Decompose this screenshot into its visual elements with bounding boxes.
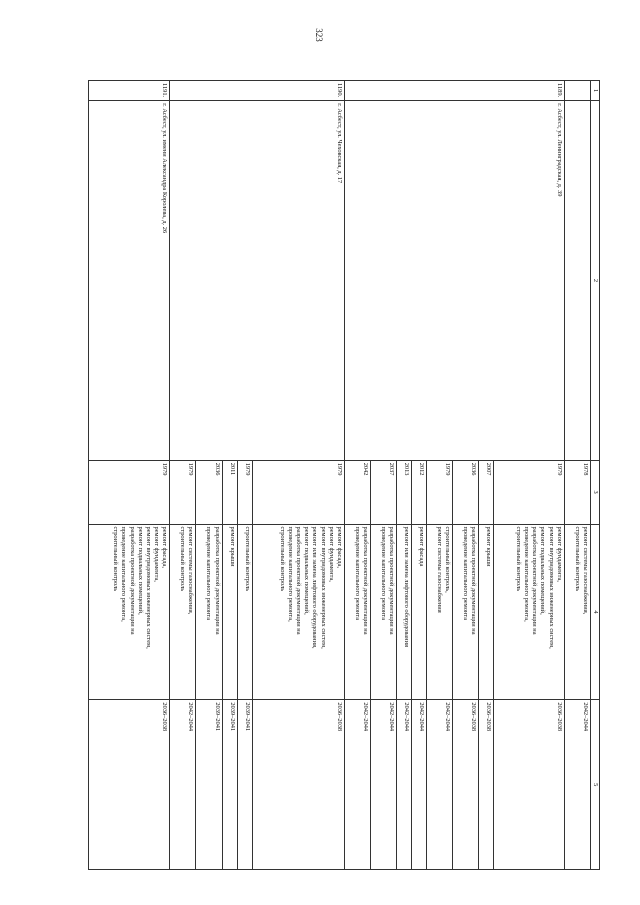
row-number: 1191. xyxy=(89,81,170,101)
work-type-cell xyxy=(170,524,196,700)
year-cell: 1978 xyxy=(564,460,590,524)
work-type-cell xyxy=(344,524,370,700)
header-col-2: 2 xyxy=(590,101,599,460)
work-type-cell xyxy=(222,524,237,700)
work-line: ремонт фасада, xyxy=(161,526,169,568)
work-line: ремонт системы газоснабжения xyxy=(436,526,444,613)
period-cell: 2042–2044 xyxy=(412,700,427,870)
work-line: ремонт подвальных помещений, xyxy=(303,526,311,615)
work-line: ремонт фасада xyxy=(418,526,426,567)
period-cell: 2042–2044 xyxy=(371,700,397,870)
work-line: строительный контроль xyxy=(573,526,581,592)
period-cell: 2039–2041 xyxy=(196,700,222,870)
header-col-3: 3 xyxy=(590,460,599,524)
year-cell: 2012 xyxy=(412,460,427,524)
year-cell: 1979 xyxy=(237,460,252,524)
year-cell: 1979 xyxy=(427,460,453,524)
building-address: г. Асбест, ул. имени Александра Королева, д. 26 xyxy=(89,101,170,460)
year-cell: 2037 xyxy=(371,460,397,524)
work-line: ремонт внутридомовых инженерных систем, xyxy=(547,526,555,649)
period-cell: 2036–2038 xyxy=(494,700,564,870)
page-number: 323 xyxy=(314,28,324,42)
year-cell: 2042 xyxy=(344,460,370,524)
work-type-cell xyxy=(427,524,453,700)
period-cell: 2036–2038 xyxy=(252,700,344,870)
year-cell: 2011 xyxy=(222,460,237,524)
row-number xyxy=(564,81,590,101)
building-address: г. Асбест, ул. Ленинградская, д. 39 xyxy=(344,101,564,460)
work-line: ремонт крыши xyxy=(228,526,236,567)
work-line: проведение капитального ремонта, xyxy=(120,526,128,622)
work-line: ремонт или замена лифтового оборудования, xyxy=(311,526,319,649)
period-cell: 2042–2044 xyxy=(344,700,370,870)
work-line: проведение капитального ремонта, xyxy=(522,526,530,622)
work-line: строительный контроль xyxy=(514,526,522,592)
work-line: строительный контроль xyxy=(179,526,187,592)
year-cell: 1979 xyxy=(170,460,196,524)
work-line: проведение капитального ремонта xyxy=(379,526,387,621)
work-type-cell xyxy=(252,524,344,700)
period-cell: 2039–2041 xyxy=(237,700,252,870)
header-col-4: 4 xyxy=(590,524,599,700)
work-line: ремонт фундамента, xyxy=(327,526,335,582)
building-address: г. Асбест, ул. Чеховская, д. 17 xyxy=(170,101,345,460)
year-cell: 2036 xyxy=(453,460,479,524)
work-line: разработка проектной документации на xyxy=(388,526,396,635)
work-line: строительный контроль xyxy=(112,526,120,592)
work-line: ремонт крыши xyxy=(485,526,493,567)
work-type-cell xyxy=(371,524,397,700)
work-line: ремонт системы газоснабжения, xyxy=(187,526,195,615)
work-type-cell xyxy=(453,524,479,700)
header-col-1: 1 xyxy=(590,81,599,101)
period-cell: 2039–2041 xyxy=(222,700,237,870)
table-rotated-wrapper xyxy=(88,80,600,870)
period-cell: 2042–2044 xyxy=(170,700,196,870)
period-cell: 2042–2044 xyxy=(427,700,453,870)
work-type-cell xyxy=(237,524,252,700)
building-address xyxy=(564,101,590,460)
table-row xyxy=(252,81,344,870)
repair-schedule-table xyxy=(88,80,600,870)
work-type-cell xyxy=(397,524,412,700)
work-type-cell xyxy=(412,524,427,700)
work-type-cell xyxy=(89,524,170,700)
period-cell: 2036–2038 xyxy=(453,700,479,870)
work-line: ремонт системы газоснабжения, xyxy=(581,526,589,615)
period-cell: 2036–2038 xyxy=(479,700,494,870)
work-line: ремонт фундамента, xyxy=(555,526,563,582)
table-row xyxy=(564,81,590,870)
work-line: проведение капитального ремонта xyxy=(462,526,470,621)
year-cell: 1979 xyxy=(252,460,344,524)
work-line: ремонт внутридомовых инженерных систем, xyxy=(319,526,327,649)
row-number: 1190. xyxy=(170,81,345,101)
year-cell: 1979 xyxy=(494,460,564,524)
header-row xyxy=(590,81,599,870)
work-line: ремонт фундамента, xyxy=(153,526,161,582)
work-line: разработка проектной документации на xyxy=(128,526,136,635)
work-line: ремонт подвальных помещений, xyxy=(136,526,144,615)
work-line: ремонт фасада, xyxy=(335,526,343,568)
work-line: проведение капитального ремонта xyxy=(353,526,361,621)
work-line: ремонт или замена лифтового оборудования xyxy=(403,526,411,647)
period-cell: 2042–2044 xyxy=(564,700,590,870)
period-cell: 2036–2038 xyxy=(89,700,170,870)
year-cell: 2036 xyxy=(196,460,222,524)
work-line: ремонт внутридомовых инженерных систем, xyxy=(144,526,152,649)
work-line: проведение капитального ремонта, xyxy=(286,526,294,622)
work-line: строительный контроль xyxy=(243,526,251,592)
work-type-cell xyxy=(479,524,494,700)
year-cell: 2007 xyxy=(479,460,494,524)
period-cell: 2042–2044 xyxy=(397,700,412,870)
table-body xyxy=(89,81,591,870)
table-row xyxy=(494,81,564,870)
work-line: разработка проектной документации на xyxy=(362,526,370,635)
work-type-cell xyxy=(196,524,222,700)
work-type-cell xyxy=(494,524,564,700)
work-line: разработка проектной документации на xyxy=(531,526,539,635)
work-line: разработка проектной документации на xyxy=(295,526,302,635)
table-row xyxy=(89,81,170,870)
work-line: разработка проектной документации на xyxy=(470,526,478,635)
year-cell: 1979 xyxy=(89,460,170,524)
work-type-cell xyxy=(564,524,590,700)
work-line: строительный контроль, xyxy=(444,526,452,593)
work-line: строительный контроль xyxy=(278,526,286,592)
row-number: 1189. xyxy=(344,81,564,101)
work-line: ремонт подвальных помещений, xyxy=(539,526,547,615)
work-line: проведение капитального ремонта xyxy=(205,526,213,621)
header-col-5: 5 xyxy=(590,700,599,870)
year-cell: 2013 xyxy=(397,460,412,524)
work-line: разработка проектной документации на xyxy=(213,526,221,635)
